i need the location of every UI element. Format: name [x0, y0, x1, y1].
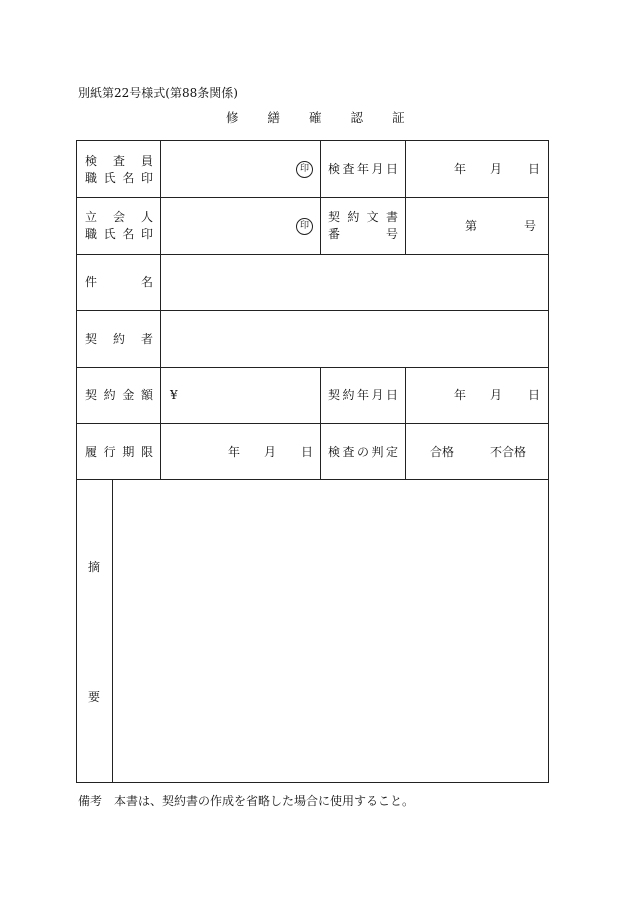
form-table	[76, 140, 549, 783]
contract-amount-currency: ¥	[170, 388, 178, 402]
row-divider	[77, 310, 548, 311]
contractor-label: 契 約 者	[85, 332, 153, 346]
contract-date-month: 月	[490, 388, 503, 402]
deadline-day: 日	[301, 445, 314, 459]
col-divider	[160, 141, 161, 480]
title-char: 繕	[267, 110, 281, 125]
subject-label: 件 名	[85, 275, 153, 289]
remarks-label-bottom: 要	[88, 690, 101, 704]
deadline-year: 年	[228, 445, 241, 459]
contract-date-day: 日	[528, 388, 541, 402]
inspection-date-month: 月	[490, 162, 503, 176]
deadline-month: 月	[264, 445, 277, 459]
contract-date-year: 年	[454, 388, 467, 402]
judgement-label: 検 査 の 判 定	[328, 445, 398, 459]
contract-doc-no-label-line1: 契 約 文 書	[328, 210, 398, 224]
form-reference: 別紙第22号様式(第88条関係)	[78, 86, 238, 100]
remarks-label-top: 摘	[88, 560, 101, 574]
row-divider	[77, 367, 548, 368]
witness-label-line2: 職 氏 名 印	[85, 227, 153, 241]
row-divider	[77, 479, 548, 480]
col-divider	[405, 141, 406, 254]
col-divider	[320, 367, 321, 480]
contract-doc-no-suffix: 号	[524, 219, 537, 233]
judgement-fail: 不合格	[490, 445, 527, 459]
col-divider	[405, 367, 406, 480]
judgement-pass: 合格	[430, 445, 455, 459]
contract-doc-no-label-line2: 番 号	[328, 227, 398, 241]
witness-label-line1: 立 会 人	[85, 210, 153, 224]
footnote-label: 備考	[78, 794, 103, 808]
contract-date-label: 契 約 年 月 日	[328, 388, 398, 402]
inspection-date-label: 検 査 年 月 日	[328, 162, 398, 176]
row-divider	[77, 254, 548, 255]
row-divider	[77, 197, 548, 198]
inspector-seal: 印	[296, 161, 313, 178]
contract-amount-label: 契 約 金 額	[85, 388, 153, 402]
title-char: 確	[309, 110, 322, 125]
inspector-label-line2: 職 氏 名 印	[85, 171, 153, 185]
footnote	[78, 792, 414, 809]
deadline-label: 履 行 期 限	[85, 445, 153, 459]
col-divider	[320, 141, 321, 254]
title-char: 証	[392, 110, 405, 125]
inspector-label-line1: 検 査 員	[85, 154, 153, 168]
witness-seal: 印	[296, 218, 313, 235]
inspection-date-year: 年	[454, 162, 467, 176]
inspection-date-day: 日	[528, 162, 541, 176]
contract-doc-no-prefix: 第	[465, 219, 478, 233]
row-divider	[77, 423, 548, 424]
footnote-text: 本書は、契約書の作成を省略した場合に使用すること。	[114, 794, 415, 808]
title-char: 修	[226, 110, 239, 125]
document-title	[226, 108, 405, 126]
col-divider	[112, 479, 113, 782]
title-char: 認	[350, 110, 364, 125]
